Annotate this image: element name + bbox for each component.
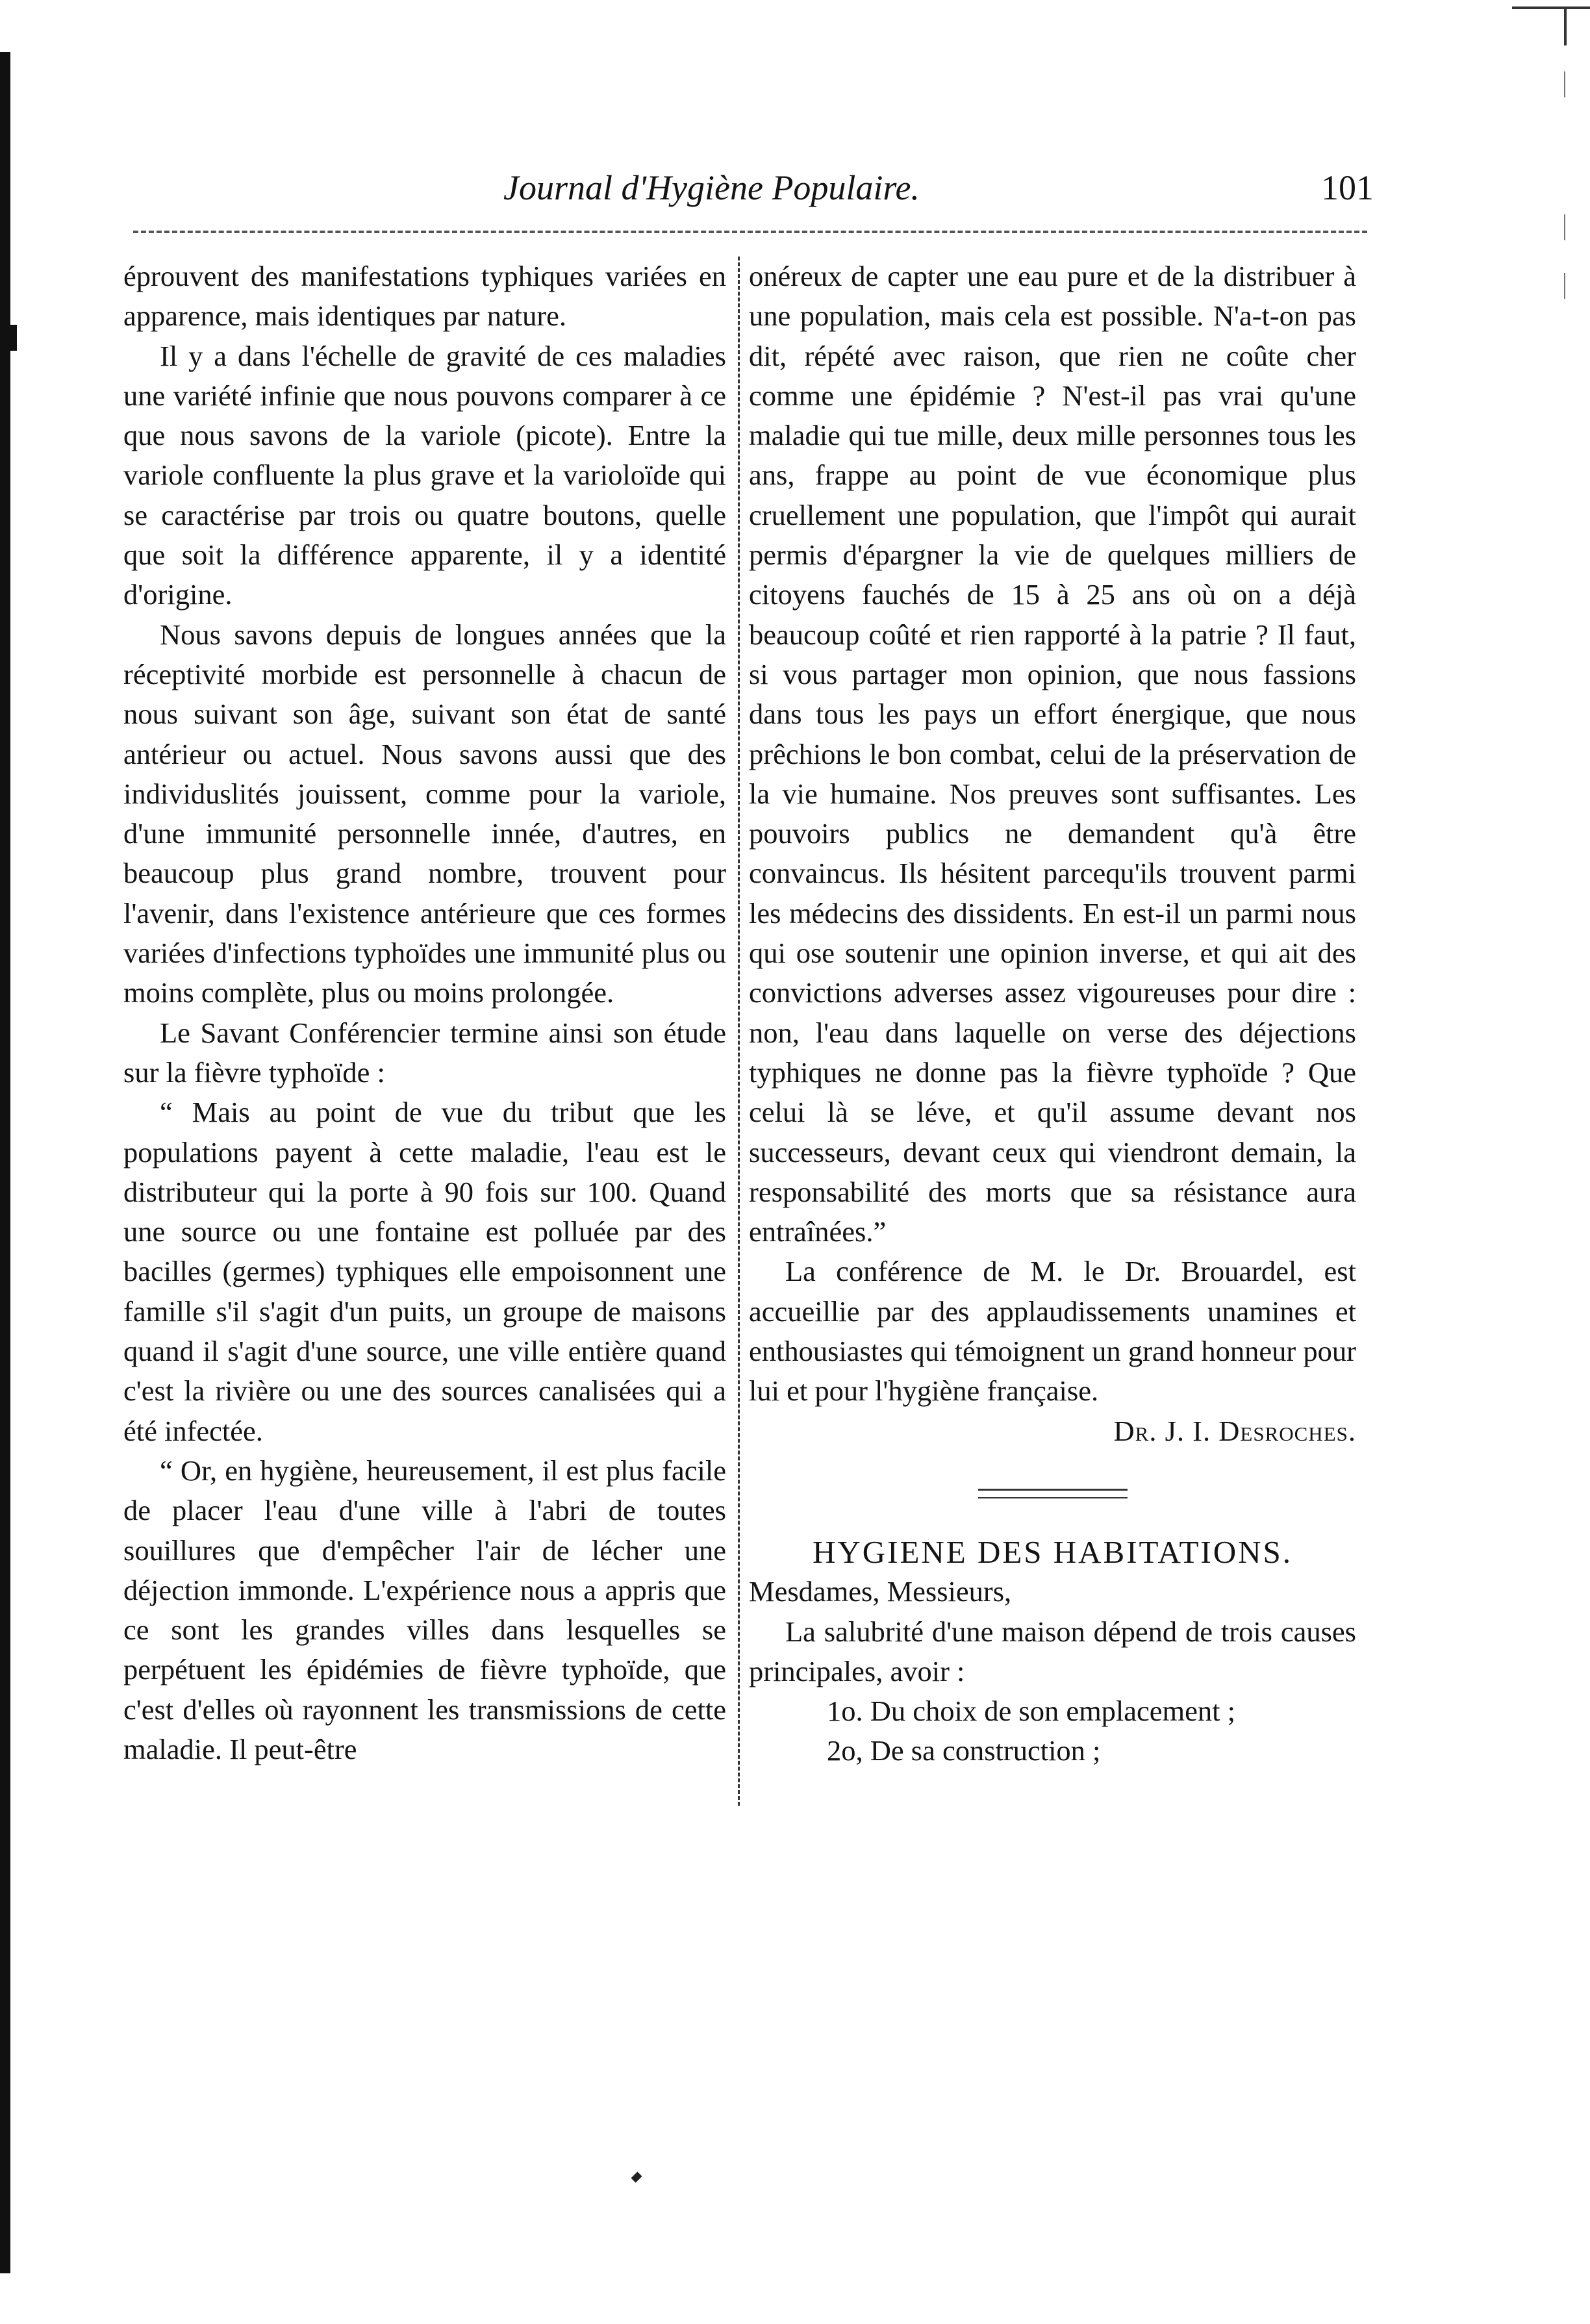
paragraph: La salubrité d'une maison dépend de trois causes principales, avoir :	[749, 1615, 1356, 1687]
scan-corner-tick	[1564, 6, 1567, 45]
section-title: HYGIENE DES HABITATIONS.	[812, 1534, 1293, 1570]
column-divider	[738, 257, 740, 1806]
scan-margin-dash	[1564, 273, 1565, 299]
salutation: Mesdames, Messieurs,	[749, 1575, 1012, 1608]
section-separator	[978, 1489, 1128, 1498]
paragraph: Il y a dans l'échelle de gravité de ces maladies une variété infinie que nous pouvons comparer à ce que nous savons de la variole (picote). Entre la variole confluente la plus grave et la varioloïde qui se caractérise par trois ou quatre boutons, quelle que soit la différence apparente, il y a identité d'origine.	[123, 339, 726, 611]
left-column	[123, 257, 726, 1769]
scan-margin-dash	[1564, 71, 1565, 97]
paragraph: Le Savant Conférencier termine ainsi son étude sur la fièvre typhoïde :	[123, 1016, 726, 1089]
page-number: 101	[1321, 168, 1374, 207]
scan-margin-dash	[1564, 214, 1565, 240]
scan-corner-mark	[1512, 6, 1590, 9]
right-column	[749, 257, 1356, 1771]
scan-left-edge-bar	[0, 52, 10, 2273]
paragraph: éprouvent des manifestations typhiques variées en apparence, mais identiques par nature.	[123, 260, 726, 333]
paragraph: La conférence de M. le Dr. Brouardel, est accueillie par des applaudissements unamines et enthousiastes qui témoignent un grand honneur pour lui et pour l'hygiène française.	[749, 1255, 1356, 1408]
list-item: 1o. Du choix de son emplacement ;	[827, 1695, 1236, 1728]
scan-edge-notch	[10, 325, 17, 351]
paragraph: onéreux de capter une eau pure et de la distribuer à une population, mais cela est possible. N'a-t-on pas dit, répété avec raison, que rien ne coûte cher comme une épidémie ? N'est-il pas vrai qu'une maladie qui tue mille, deux mille personnes tous les ans, frappe au point de vue économique plus cruellement une population, que l'impôt qui aurait permis d'épargner la vie de quelques milliers de citoyens fauchés de 15 à 25 ans où on a déjà beaucoup coûté et rien rapporté à la patrie ? Il faut, si vous partager mon opinion, que nous fassions dans tous les pays un effort énergique, que nous prêchions le bon combat, celui de la préservation de la vie humaine. Nos preuves sont suffisantes. Les pouvoirs publics ne demandent qu'à être convaincus. Ils hésitent parcequ'ils trouvent parmi les médecins des dissidents. En est-il un parmi nous qui ose soutenir une opinion inverse, et qui ait des convictions adverses assez vigoureuses pour dire : non, l'eau dans laquelle on verse des déjections typhiques ne donne pas la fièvre typhoïde ? Que celui là se léve, et qu'il assume devant nos successeurs, devant ceux qui viendront demain, la responsabilité des morts que sa résistance aura entraînées.”	[749, 260, 1356, 1248]
list-item: 2o, De sa construction ;	[827, 1734, 1101, 1767]
paragraph: “ Or, en hygiène, heureusement, il est plus facile de placer l'eau d'une ville à l'abri de toutes souillures que d'empêcher l'air de lécher une déjection immonde. L'expérience nous a appris que ce sont les grandes villes dans lesquelles se perpétuent les épidémies de fièvre typhoïde, que c'est d'elles où rayonnent les transmissions de cette maladie. Il peut-être	[123, 1454, 726, 1765]
journal-title: Journal d'Hygiène Populaire.	[503, 168, 920, 207]
paragraph: Nous savons depuis de longues années que la réceptivité morbide est personnelle à chacun de nous suivant son âge, suivant son état de santé antérieur ou actuel. Nous savons aussi que des individuslités jouissent, comme pour la variole, d'une immunité personnelle innée, d'autres, en beaucoup plus grand nombre, trouvent pour l'avenir, dans l'existence antérieure que ces formes variées d'infections typhoïdes une immunité plus ou moins complète, plus ou moins prolongée.	[123, 618, 726, 1009]
author-signature: Dr. J. I. Desroches.	[1113, 1414, 1356, 1447]
page-header	[120, 168, 1374, 220]
paragraph: “ Mais au point de vue du tribut que les populations payent à cette maladie, l'eau est le distributeur qui la porte à 90 fois sur 100. Quand une source ou une fontaine est polluée par des bacilles (germes) typhiques elle empoisonnent une famille s'il s'agit d'un puits, un groupe de maisons quand il s'agit d'une source, une ville entière quand c'est la rivière ou une des sources canalisées qui a été infectée.	[123, 1096, 726, 1447]
footer-ornament	[631, 2172, 642, 2183]
header-rule	[133, 231, 1367, 233]
